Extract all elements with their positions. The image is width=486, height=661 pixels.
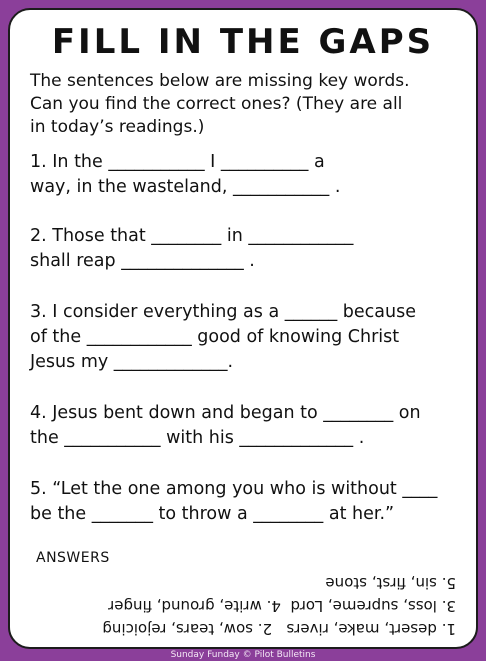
- question-3: [30, 300, 460, 375]
- question-5: [30, 477, 460, 527]
- answer-line: 5. sin, first, stone: [325, 574, 456, 592]
- instructions-line: The sentences below are missing key words.: [30, 71, 410, 91]
- question-1-line-2: way, in the wasteland, ___________ .: [30, 177, 341, 197]
- copyright-footer: Sunday Funday © Pilot Bulletins: [170, 650, 316, 660]
- question-2: [30, 224, 460, 274]
- question-4-line-2: the ___________ with his _____________ .: [30, 428, 365, 448]
- question-4: [30, 401, 460, 451]
- worksheet-card: [8, 8, 478, 649]
- question-3-line-1: 3. I consider everything as a ______ because: [30, 302, 416, 322]
- answer-line: 1. desert, make, rivers 2. sow, tears, rejoicing: [102, 620, 456, 638]
- answers-heading: ANSWERS: [36, 550, 110, 566]
- worksheet-title: FILL IN THE GAPS: [51, 22, 435, 62]
- answers-upside-down: [34, 570, 456, 640]
- question-5-line-2: be the _______ to throw a ________ at her.”: [30, 504, 395, 524]
- instructions-line: Can you find the correct ones? (They are all: [30, 94, 403, 114]
- question-5-line-1: 5. “Let the one among you who is without ____: [30, 479, 438, 499]
- question-2-line-1: 2. Those that ________ in ____________: [30, 226, 354, 246]
- question-1-line-1: 1. In the ___________ I __________ a: [30, 152, 325, 172]
- answer-line: 3. loss, supreme, Lord 4. write, ground, finger: [108, 597, 456, 615]
- instructions: [30, 70, 460, 139]
- question-3-line-2: of the ____________ good of knowing Christ: [30, 327, 400, 347]
- instructions-line: in today’s readings.): [30, 117, 205, 137]
- question-2-line-2: shall reap ______________ .: [30, 251, 255, 271]
- question-3-line-3: Jesus my _____________.: [30, 352, 234, 372]
- question-4-line-1: 4. Jesus bent down and began to ________ on: [30, 403, 421, 423]
- question-1: [30, 150, 460, 200]
